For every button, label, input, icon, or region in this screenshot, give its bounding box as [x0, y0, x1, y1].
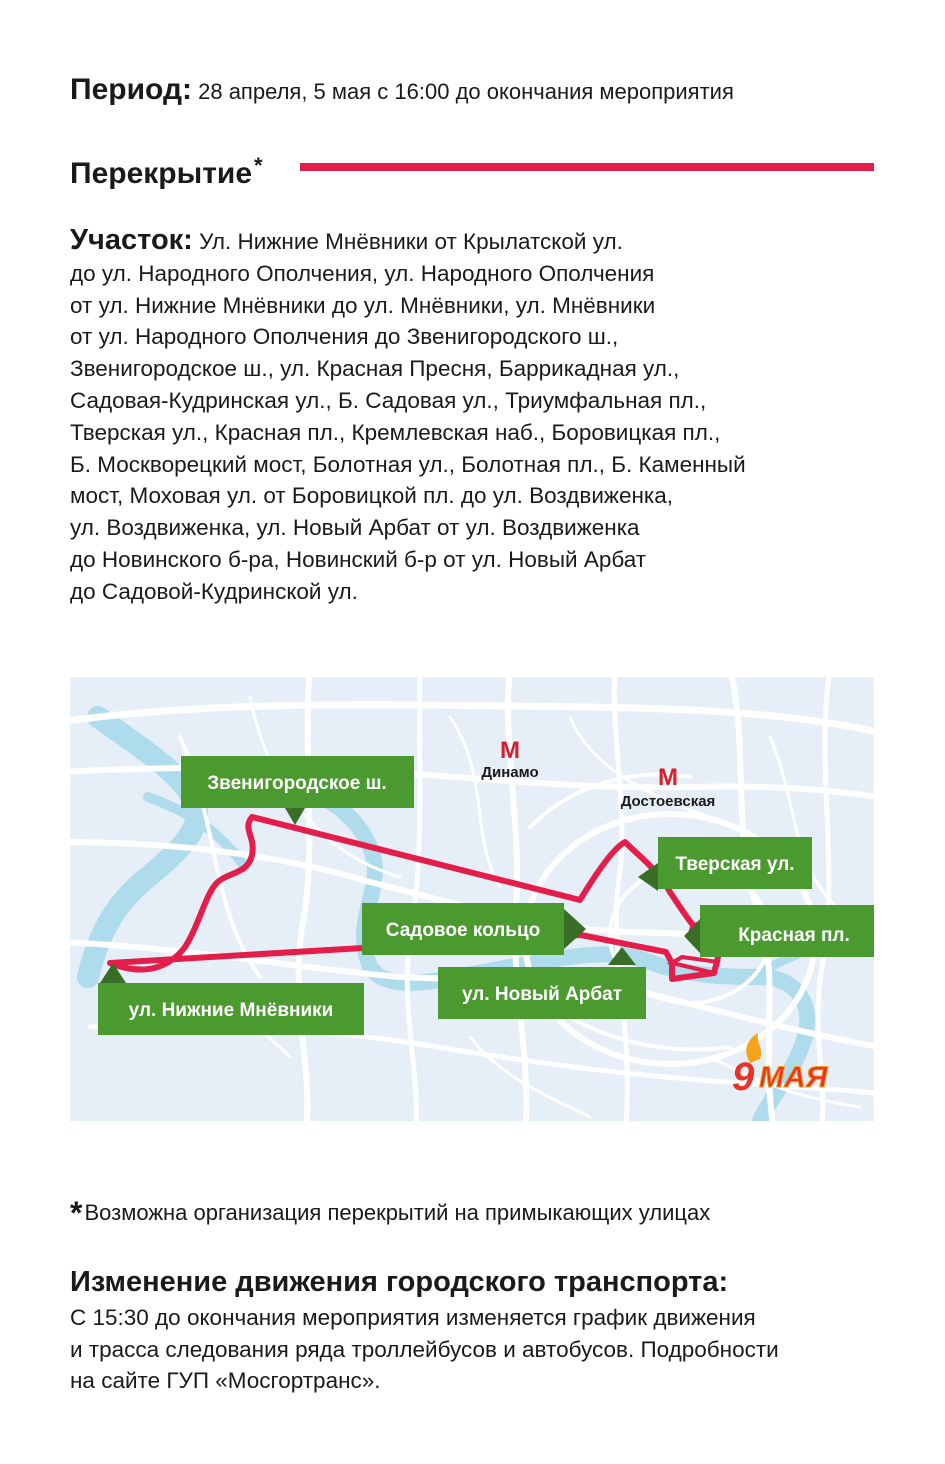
- section-description: [70, 225, 860, 608]
- metro-dinamo-label: Динамо: [481, 764, 539, 781]
- section-line: до ул. Народного Ополчения, ул. Народного Ополчения: [70, 260, 655, 286]
- closure-heading: [70, 148, 263, 192]
- label-mnevniki-text: ул. Нижние Мнёвники: [128, 1000, 334, 1021]
- footnote: [70, 1196, 710, 1230]
- section-line: Тверская ул., Красная пл., Кремлевская наб., Боровицкая пл.,: [70, 419, 721, 445]
- transport-line: на сайте ГУП «Мосгортранс».: [70, 1368, 381, 1393]
- section-line: мост, Моховая ул. от Боровицкой пл. до ул. Воздвиженка,: [70, 483, 673, 509]
- metro-dinamo-icon: М: [500, 737, 520, 764]
- label-krasnaya-text: Красная пл.: [738, 925, 850, 946]
- metro-dostoevskaya-icon: М: [658, 764, 678, 791]
- closure-title: Перекрытие: [70, 157, 253, 190]
- footnote-text: Возможна организация перекрытий на примыкающих улицах: [84, 1200, 711, 1225]
- logo-word: МАЯ: [759, 1061, 828, 1094]
- section-line: Звенигородское ш., ул. Красная Пресня, Баррикадная ул.,: [70, 356, 680, 382]
- label-zvenigorodskoe-text: Звенигородское ш.: [207, 773, 387, 794]
- transport-line: и трасса следования ряда троллейбусов и автобусов. Подробности: [70, 1336, 779, 1362]
- transport-title: Изменение движения городского транспорта:: [70, 1266, 729, 1298]
- period-line: [70, 70, 734, 112]
- label-novy-arbat-text: ул. Новый Арбат: [461, 984, 623, 1005]
- section-line: до Садовой-Кудринской ул.: [70, 578, 358, 604]
- transport-line: С 15:30 до окончания мероприятия изменяется график движения: [70, 1305, 756, 1330]
- section-line: Садовая-Кудринская ул., Б. Садовая ул., Триумфальная пл.,: [70, 387, 707, 413]
- closure-asterisk: *: [254, 153, 263, 178]
- period-value: 28 апреля, 5 мая с 16:00 до окончания мероприятия: [198, 79, 734, 104]
- metro-dostoevskaya-label: Достоевская: [620, 793, 716, 810]
- section-line: от ул. Нижние Мнёвники до ул. Мнёвники, ул. Мнёвники: [70, 292, 656, 318]
- logo-number: 9: [732, 1055, 755, 1099]
- section-label: Участок:: [70, 224, 193, 256]
- section-line: Ул. Нижние Мнёвники от Крылатской ул.: [199, 229, 623, 254]
- section-line: Б. Москворецкий мост, Болотная ул., Болотная пл., Б. Каменный: [70, 451, 746, 477]
- label-tverskaya-text: Тверская ул.: [675, 854, 795, 875]
- period-label: Период:: [70, 73, 192, 106]
- route-map: [70, 677, 874, 1121]
- section-line: ул. Воздвиженка, ул. Новый Арбат от ул. Воздвиженка: [70, 515, 640, 541]
- closure-divider: [300, 163, 874, 171]
- route-map-svg: [70, 677, 874, 1121]
- transport-text: [70, 1302, 779, 1397]
- label-sadovoe-text: Садовое кольцо: [385, 920, 541, 941]
- footnote-asterisk: *: [70, 1195, 83, 1231]
- section-line: от ул. Народного Ополчения до Звенигородского ш.,: [70, 324, 619, 350]
- section-line: до Новинского б-ра, Новинский б-р от ул. Новый Арбат: [70, 546, 647, 572]
